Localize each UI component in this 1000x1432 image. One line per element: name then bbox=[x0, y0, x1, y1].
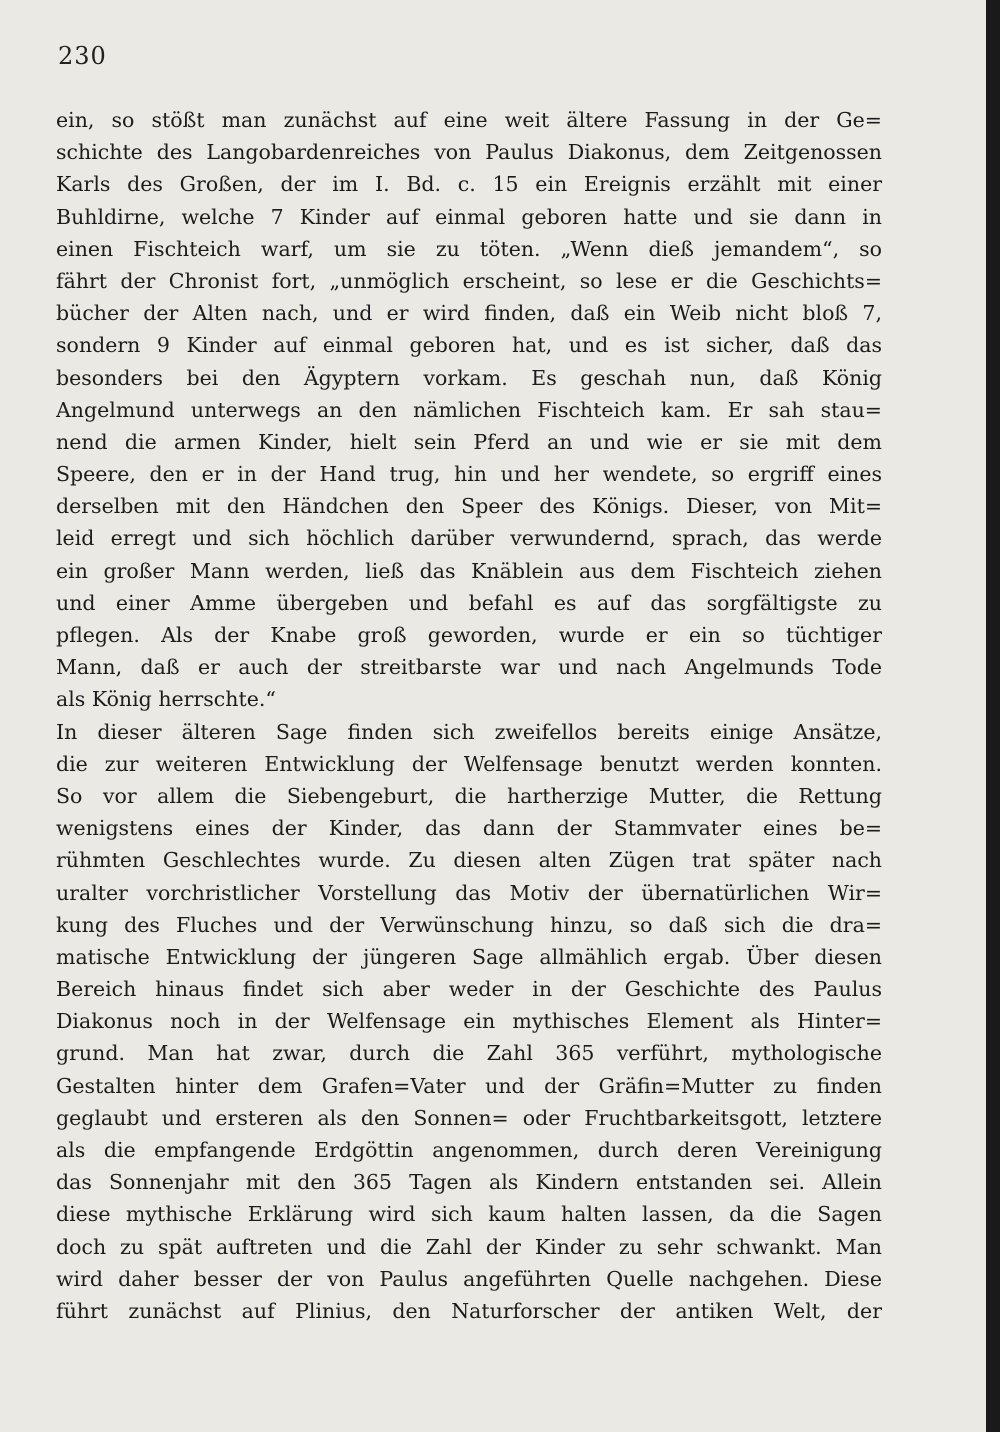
text-line: uralter vorchristlicher Vorstellung das Motiv der übernatürlichen Wir= bbox=[56, 880, 882, 905]
text-line: matische Entwicklung der jüngeren Sage allmählich ergab. Über diesen bbox=[56, 944, 882, 969]
text-line: derselben mit den Händchen den Speer des Königs. Dieser, von Mit= bbox=[56, 494, 882, 519]
text-line: pflegen. Als der Knabe groß geworden, wurde er ein so tüchtiger bbox=[56, 623, 882, 647]
text-line: als König herrschte.“ bbox=[56, 687, 276, 712]
text-line: Gestalten hinter dem Grafen=Vater und der Gräfin=Mutter zu finden bbox=[56, 1073, 882, 1098]
text-line: Bereich hinaus findet sich aber weder in der Geschichte des Paulus bbox=[56, 977, 882, 1002]
text-line: das Sonnenjahr mit den 365 Tagen als Kindern entstanden sei. Allein bbox=[56, 1170, 882, 1195]
text-line: Speere, den er in der Hand trug, hin und her wendete, so ergriff eines bbox=[56, 462, 882, 487]
page-number: 230 bbox=[58, 42, 107, 70]
text-line: rühmten Geschlechtes wurde. Zu diesen alten Zügen trat später nach bbox=[56, 848, 882, 873]
body-text bbox=[56, 104, 882, 1327]
text-line: grund. Man hat zwar, durch die Zahl 365 verführt, mythologische bbox=[56, 1041, 882, 1066]
text-line: einen Fischteich warf, um sie zu töten. „Wenn dieß jemandem“, so bbox=[56, 236, 882, 261]
text-line: geglaubt und ersteren als den Sonnen= oder Fruchtbarkeitsgott, letztere bbox=[56, 1105, 882, 1130]
text-line: kung des Fluches und der Verwünschung hinzu, so daß sich die dra= bbox=[56, 912, 882, 937]
text-line: So vor allem die Siebengeburt, die hartherzige Mutter, die Rettung bbox=[56, 783, 882, 808]
text-line: diese mythische Erklärung wird sich kaum halten lassen, da die Sagen bbox=[56, 1202, 882, 1227]
text-line: als die empfangende Erdgöttin angenommen, durch deren Vereinigung bbox=[56, 1138, 882, 1162]
text-line: führt zunächst auf Plinius, den Naturforscher der antiken Welt, der bbox=[56, 1298, 882, 1323]
text-line: schichte des Langobardenreiches von Paulus Diakonus, dem Zeitgenossen bbox=[56, 140, 882, 165]
text-line: bücher der Alten nach, und er wird finden, daß ein Weib nicht bloß 7, bbox=[56, 301, 882, 326]
text-line: die zur weiteren Entwicklung der Welfensage benutzt werden konnten. bbox=[56, 751, 882, 776]
text-line: Mann, daß er auch der streitbarste war und nach Angelmunds Tode bbox=[56, 655, 882, 680]
text-line: wird daher besser der von Paulus angeführten Quelle nachgehen. Diese bbox=[56, 1266, 882, 1291]
text-line: Buhldirne, welche 7 Kinder auf einmal geboren hatte und sie dann in bbox=[56, 204, 882, 229]
text-line: Karls des Großen, der im I. Bd. c. 15 ein Ereignis erzählt mit einer bbox=[56, 172, 882, 197]
text-line: und einer Amme übergeben und befahl es auf das sorgfältigste zu bbox=[56, 590, 882, 615]
text-line: Diakonus noch in der Welfensage ein mythisches Element als Hinter= bbox=[56, 1009, 882, 1034]
text-line: besonders bei den Ägyptern vorkam. Es geschah nun, daß König bbox=[56, 365, 882, 390]
text-line: In dieser älteren Sage finden sich zweifellos bereits einige Ansätze, bbox=[56, 719, 882, 744]
text-line: ein, so stößt man zunächst auf eine weit ältere Fassung in der Ge= bbox=[56, 108, 882, 132]
text-line: fährt der Chronist fort, „unmöglich erscheint, so lese er die Geschichts= bbox=[56, 268, 882, 293]
text-line: ein großer Mann werden, ließ das Knäblein aus dem Fischteich ziehen bbox=[56, 558, 882, 583]
text-line: Angelmund unterwegs an den nämlichen Fischteich kam. Er sah stau= bbox=[56, 397, 882, 422]
text-line: sondern 9 Kinder auf einmal geboren hat, und es ist sicher, daß das bbox=[56, 333, 882, 358]
text-line: wenigstens eines der Kinder, das dann der Stammvater eines be= bbox=[56, 816, 882, 841]
text-line: nend die armen Kinder, hielt sein Pferd an und wie er sie mit dem bbox=[56, 429, 882, 454]
text-line: doch zu spät auftreten und die Zahl der Kinder zu sehr schwankt. Man bbox=[56, 1234, 882, 1259]
text-line: leid erregt und sich höchlich darüber verwundernd, sprach, das werde bbox=[56, 526, 882, 551]
scan-edge bbox=[986, 0, 1000, 1432]
